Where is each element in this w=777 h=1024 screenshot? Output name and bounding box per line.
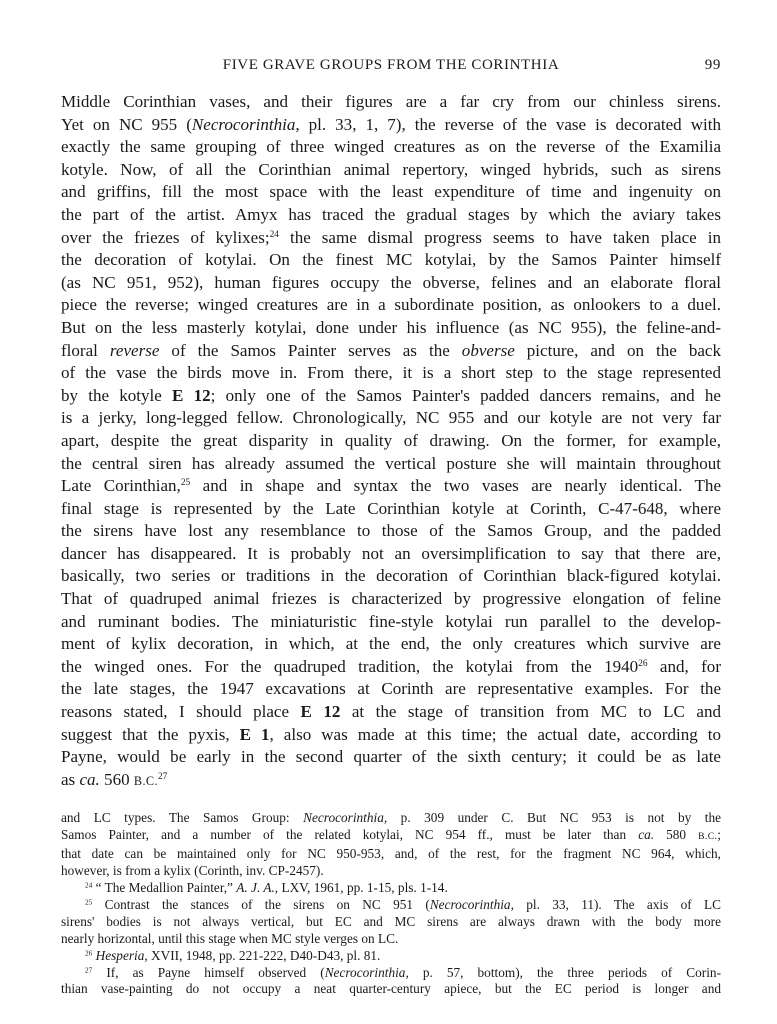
- small-caps-text: B.C.: [133, 773, 158, 788]
- footnote-ref: 26: [85, 947, 93, 957]
- footnote-line: [61, 981, 721, 998]
- footnote-line: [61, 810, 721, 827]
- footnote-line: [61, 897, 721, 914]
- italic-text: ca.: [79, 769, 100, 789]
- text-run: at the stage of transition from MC to LC and: [340, 702, 721, 722]
- footnote-line: [61, 863, 721, 880]
- text-line: [61, 385, 721, 408]
- footnote-ref: 26: [638, 658, 648, 669]
- text-run: however, is from a kylix (Corinth, inv. CP-2457).: [61, 863, 324, 879]
- text-run: ; only one of the Samos Painter's padded dancers remains, and he: [210, 385, 721, 405]
- page-number: 99: [704, 57, 721, 73]
- italic-text: Necrocorinthia,: [191, 114, 300, 134]
- text-line: [61, 724, 721, 747]
- text-run: XVII, 1948, pp. 221-222, D40-D43, pl. 81.: [147, 947, 381, 963]
- text-line: [61, 249, 721, 272]
- text-run: as: [61, 769, 80, 789]
- footnote-ref: 24: [269, 229, 279, 240]
- text-run: final stage is represented by the Late Corinthian kotyle at Corinth, C-47-648, where: [61, 498, 721, 518]
- text-run: basically, two series or traditions in the decoration of Corinthian black-figured kotylai.: [61, 566, 721, 586]
- text-run: ment of kylix decoration, in which, at the end, the only creatures which survive are: [61, 634, 721, 654]
- text-run: of the vase the birds move in. From there, it is a short step to the stage represented: [61, 363, 721, 383]
- text-run: floral: [61, 340, 110, 360]
- text-run: that date can be maintained only for NC 950-953, and, of the rest, for the fragment NC 964, which,: [61, 846, 721, 862]
- footnote-ref: 24: [85, 880, 93, 890]
- text-run: over the friezes of kylixes;: [61, 227, 270, 247]
- text-run: the late stages, the 1947 excavations at Corinth are representative examples. For the: [61, 679, 721, 699]
- text-run: is a jerky, long-legged fellow. Chronologically, NC 955 and our kotyle are not very far: [61, 408, 721, 428]
- text-run: of the Samos Painter serves as the: [159, 340, 462, 360]
- footnote-ref: 27: [157, 771, 168, 782]
- running-title: FIVE GRAVE GROUPS FROM THE CORINTHIA: [222, 57, 560, 73]
- footnote-line: [61, 965, 721, 982]
- text-line: [61, 204, 721, 227]
- footnote-line: [61, 846, 721, 863]
- footnote-ref: 27: [85, 964, 93, 974]
- bold-text: E 1: [239, 724, 270, 744]
- text-run: picture, and on the back: [514, 340, 721, 360]
- text-line: [61, 430, 721, 453]
- footnote-line: [61, 931, 721, 948]
- bold-text: E 12: [172, 385, 211, 405]
- text-line: [61, 498, 721, 521]
- running-head: [61, 55, 721, 81]
- italic-text: ca.: [638, 827, 655, 843]
- italic-text: A. J. A.,: [236, 880, 279, 896]
- bold-text: E 12: [300, 702, 341, 722]
- text-run: and LC types. The Samos Group:: [61, 810, 304, 826]
- text-run: suggest that the pyxis,: [61, 724, 240, 744]
- text-run: Yet on NC 955 (: [61, 114, 192, 134]
- text-line: [61, 453, 721, 476]
- text-run: dancer has disappeared. It is probably not an oversimplification to say that there are,: [61, 543, 721, 563]
- text-run: That of quadruped animal friezes is characterized by progressive elongation of feline: [61, 589, 721, 609]
- text-run: the sirens have lost any resemblance to those of the Samos Group, and the padded: [61, 521, 721, 541]
- italic-text: Necrocorinthia,: [303, 810, 388, 826]
- text-line: [61, 656, 721, 679]
- text-run: piece the reverse; winged creatures are in a subordinate position, as onlookers to a duel.: [61, 295, 721, 315]
- footnote-line: [61, 827, 721, 846]
- text-line: [61, 362, 721, 385]
- text-run: the winged ones. For the quadruped tradition, the kotylai from the 1940: [61, 656, 639, 676]
- text-run: Contrast the stances of the sirens on NC 951 (: [92, 896, 430, 912]
- footnote-line: [61, 880, 721, 897]
- text-line: [61, 520, 721, 543]
- text-run: exactly the same grouping of three winged creatures as on the reverse of the Examilia: [61, 137, 721, 157]
- text-line: [61, 340, 721, 363]
- italic-text: Hesperia,: [95, 947, 148, 963]
- text-run: LXV, 1961, pp. 1-15, pls. 1-14.: [278, 880, 448, 896]
- italic-text: obverse: [461, 340, 515, 360]
- footnotes: [61, 810, 721, 998]
- text-run: reasons stated, I should place: [61, 702, 301, 722]
- text-line: [61, 633, 721, 656]
- text-run: apart, despite the great disparity in quality of drawing. On the former, for example,: [61, 430, 721, 450]
- text-run: Middle Corinthian vases, and their figures are a far cry from our chinless sirens.: [61, 92, 721, 111]
- text-run: If, as Payne himself observed (: [92, 964, 325, 980]
- footnote-line: [61, 914, 721, 931]
- main-paragraph: [61, 91, 721, 792]
- text-run: the decoration of kotylai. On the finest MC kotylai, by the Samos Painter himself: [61, 250, 721, 270]
- text-line: [61, 91, 721, 114]
- italic-text: Necrocorinthia,: [324, 964, 409, 980]
- italic-text: reverse: [109, 340, 160, 360]
- text-run: Late Corinthian,: [61, 476, 181, 496]
- text-run: p. 309 under C. But NC 953 is not by the: [387, 810, 722, 826]
- text-line: [61, 317, 721, 340]
- italic-text: Necrocorinthia,: [429, 896, 514, 912]
- text-line: [61, 294, 721, 317]
- text-line: [61, 227, 721, 250]
- text-line: [61, 475, 721, 498]
- text-run: pl. 33, 11). The axis of LC: [513, 896, 721, 912]
- text-run: But on the less masterly kotylai, done under his influence (as NC 955), the feline-and-: [61, 317, 721, 337]
- text-run: nearly horizontal, until this stage when MC style verges on LC.: [61, 930, 399, 946]
- text-run: Samos Painter, and a number of the related kotylai, NC 954 ff., must be later than: [61, 827, 639, 843]
- text-run: and, for: [647, 656, 721, 676]
- text-line: [61, 407, 721, 430]
- text-run: and griffins, fill the most space with the least expenditure of time and ingenuity on: [61, 182, 721, 202]
- text-run: and ruminant bodies. The miniaturistic fine-style kotylai run parallel to the develop-: [61, 611, 721, 631]
- text-run: , also was made at this time; the actual date, according to: [269, 724, 721, 744]
- text-line: [61, 181, 721, 204]
- small-caps-text: B.C.: [698, 831, 718, 843]
- text-line: [61, 611, 721, 634]
- text-line: [61, 678, 721, 701]
- text-run: and in shape and syntax the two vases are nearly identical. The: [190, 476, 721, 496]
- text-run: 560: [99, 769, 134, 789]
- text-run: the part of the artist. Amyx has traced the gradual stages by which the aviary takes: [61, 204, 721, 224]
- text-line: [61, 114, 721, 137]
- text-run: “ The Medallion Painter,”: [92, 880, 237, 896]
- text-run: pl. 33, 1, 7), the reverse of the vase is decorated with: [299, 114, 721, 134]
- page: [61, 55, 721, 998]
- text-line: [61, 565, 721, 588]
- text-run: 580: [654, 827, 699, 843]
- text-run: Payne, would be early in the second quarter of the sixth century; it could be as late: [61, 747, 721, 767]
- text-line: [61, 746, 721, 769]
- text-line: [61, 272, 721, 295]
- text-line: [61, 769, 721, 793]
- text-line: [61, 136, 721, 159]
- text-run: kotyle. Now, of all the Corinthian animal repertory, winged hybrids, such as sirens: [61, 159, 721, 179]
- text-line: [61, 159, 721, 182]
- text-run: sirens' bodies is not always vertical, but EC and MC sirens are always drawn with the body more: [61, 913, 721, 929]
- text-run: by the kotyle: [61, 385, 173, 405]
- text-line: [61, 543, 721, 566]
- text-run: p. 57, bottom), the three periods of Corin-: [408, 964, 721, 980]
- text-line: [61, 701, 721, 724]
- text-run: the central siren has already assumed the vertical posture she will maintain throughout: [61, 453, 721, 473]
- text-line: [61, 588, 721, 611]
- footnote-ref: 25: [85, 897, 93, 907]
- text-run: ;: [717, 827, 721, 843]
- text-run: the same dismal progress seems to have taken place in: [278, 227, 721, 247]
- text-run: (as NC 951, 952), human figures occupy the obverse, felines and an elaborate floral: [61, 272, 721, 292]
- text-run: thian vase-painting do not occupy a neat quarter-century apiece, but the EC period is longer and: [61, 981, 721, 997]
- footnote-ref: 25: [180, 478, 191, 488]
- footnote-line: [61, 948, 721, 965]
